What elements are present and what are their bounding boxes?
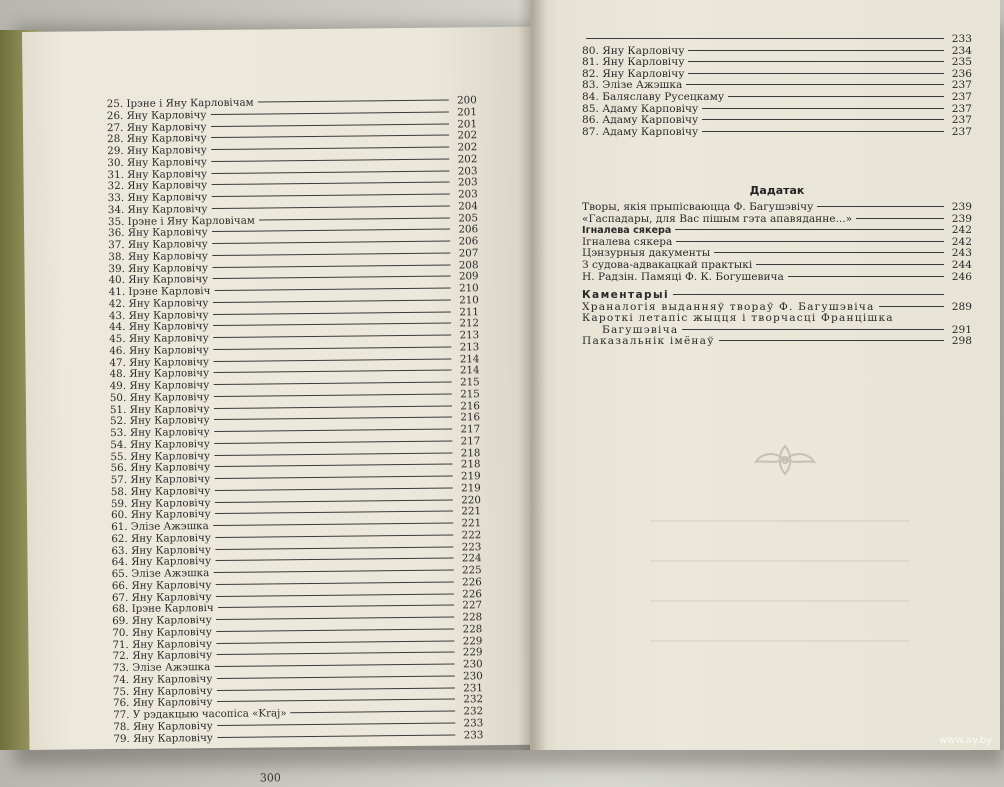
toc-leader-line: [212, 252, 450, 255]
toc-entry-page: 221: [461, 505, 482, 518]
toc-entry: [582, 336, 972, 348]
toc-entry-page: 236: [951, 67, 972, 80]
toc-entry-page: 229: [462, 634, 483, 647]
toc-entry-title: 63. Яну Карловічу: [111, 543, 212, 557]
toc-entry-page: 233: [951, 33, 972, 45]
toc-entry-title: 71. Яну Карловічу: [112, 637, 213, 651]
toc-entry-page: 211: [459, 305, 480, 318]
toc-entry-title: 41. Ірэне Карловіч: [108, 285, 211, 299]
toc-leader-line: [211, 135, 449, 138]
toc-entry-title: 38. Яну Карловічу: [108, 249, 208, 263]
toc-leader-line: [213, 335, 451, 338]
toc-entry-page: 213: [459, 329, 480, 342]
toc-leader-line: [856, 218, 944, 219]
toc-leader-line: [788, 276, 944, 277]
toc-leader-line: [682, 329, 944, 330]
toc-entry-page: 224: [461, 552, 482, 565]
toc-entry-title: Ігналева сякера: [582, 225, 672, 237]
toc-entry-page: 232: [463, 705, 484, 718]
toc-entry-page: 213: [459, 340, 480, 354]
toc-leader-line: [291, 711, 456, 714]
toc-leader-line: [213, 323, 451, 326]
toc-leader-line: [215, 581, 453, 584]
toc-leader-line: [215, 546, 453, 549]
toc-entry-page: 217: [460, 423, 481, 436]
toc-entry-title: 36. Яну Карловічу: [108, 226, 208, 240]
toc-leader-line: [214, 429, 452, 432]
toc-entry-page: 227: [462, 599, 483, 612]
toc-entry-title: 83. Элізе Ажэшка: [582, 79, 683, 92]
toc-entry: [582, 92, 972, 104]
toc-leader-line: [214, 487, 452, 490]
toc-entry-title: 62. Яну Карловічу: [111, 531, 211, 545]
toc-leader-line: [212, 299, 450, 302]
toc-entry-page: 218: [460, 446, 481, 459]
toc-leader-line: [211, 123, 449, 126]
toc-entry: [582, 34, 972, 46]
appendix-heading: Дадатак: [749, 184, 805, 197]
toc-leader-line: [213, 346, 451, 349]
toc-leader-line: [213, 523, 453, 527]
toc-entry-page: 228: [462, 622, 483, 636]
toc-entry-page: 234: [951, 44, 972, 57]
toc-entry-page: 214: [459, 352, 480, 365]
toc-leader-line: [218, 605, 454, 608]
toc-leader-line: [212, 264, 450, 267]
toc-entry: [113, 730, 483, 746]
toc-entry-title: 67. Яну Карловічу: [111, 590, 212, 604]
toc-entry: [582, 202, 972, 214]
toc-entry-page: 298: [951, 335, 972, 348]
watermark: www.ay.by: [939, 735, 992, 746]
toc-entry-title: 48. Яну Карловічу: [109, 367, 210, 381]
toc-entry-page: 232: [463, 693, 484, 706]
toc-leader-line: [817, 206, 944, 207]
toc-entry-title: 29. Яну Карловічу: [107, 144, 207, 158]
toc-entry-page: 237: [951, 125, 972, 138]
toc-entry-page: 246: [951, 270, 972, 283]
toc-entry-title: 27. Яну Карловічу: [106, 120, 207, 134]
toc-entry-page: 215: [459, 376, 480, 389]
toc-entry: [582, 115, 972, 127]
toc-entry-title: 31. Яну Карловічу: [107, 167, 208, 181]
toc-entry-title: 79. Яну Карловічу: [113, 731, 214, 745]
commentary-toc-list: [582, 290, 972, 348]
toc-leader-line: [216, 687, 454, 690]
bleed-through: [650, 560, 910, 570]
toc-leader-line: [215, 558, 453, 561]
toc-entry-title: 47. Яну Карловічу: [109, 355, 210, 369]
toc-entry: [582, 290, 972, 302]
toc-entry-title: Багушэвіча: [602, 323, 679, 336]
toc-entry-title: Кароткі летапіс жыцця і творчасці Францішка: [582, 312, 894, 325]
toc-leader-line: [211, 205, 449, 208]
toc-entry-page: 206: [458, 235, 479, 248]
toc-entry-title: 45. Яну Карловічу: [109, 332, 209, 346]
toc-entry-title: Каментарыі: [582, 289, 670, 301]
toc-leader-line: [214, 417, 452, 420]
toc-entry-title: 30. Яну Карловічу: [107, 155, 207, 169]
bleed-through: [650, 520, 910, 530]
toc-entry-title: 40. Яну Карловічу: [108, 273, 209, 287]
toc-entry-title: 82. Яну Карловічу: [582, 67, 685, 80]
toc-leader-line: [214, 476, 452, 479]
toc-entry-title: 74. Яну Карловічу: [112, 672, 213, 686]
toc-entry-page: 226: [462, 575, 482, 589]
toc-entry-page: 289: [951, 300, 972, 313]
toc-entry-page: 228: [462, 611, 483, 624]
toc-entry-title: «Гаспадары, для Вас пішым гэта апавяданне...»: [582, 212, 853, 225]
toc-entry-page: 235: [951, 56, 972, 69]
toc-entry-title: Храналогія выданняў твораў Ф. Багушэвіча: [582, 300, 875, 313]
book-gutter: [518, 0, 546, 750]
toc-entry-page: 217: [460, 434, 481, 448]
toc-entry-page: 243: [951, 247, 972, 260]
toc-entry-page: 210: [458, 282, 479, 295]
page-number: 300: [259, 771, 281, 785]
appendix-toc-list: [582, 202, 972, 283]
toc-entry-title: 46. Яну Карловічу: [109, 343, 209, 357]
toc-entry-page: 219: [461, 481, 481, 495]
toc-entry-title: 81. Яну Карловічу: [582, 56, 685, 69]
toc-entry-page: 231: [463, 681, 483, 694]
toc-entry-title: 76. Яну Карловічу: [112, 696, 213, 710]
toc-entry-page: 201: [457, 117, 478, 130]
toc-leader-line: [213, 393, 451, 396]
toc-entry: [582, 260, 972, 272]
toc-leader-line: [217, 734, 455, 737]
toc-entry-page: 204: [458, 199, 478, 213]
toc-leader-line: [216, 628, 454, 631]
toc-leader-line: [688, 61, 944, 62]
toc-entry-title: 33. Яну Карловічу: [107, 191, 208, 205]
toc-leader-line: [214, 440, 452, 443]
toc-entry-title: 42. Яну Карловічу: [108, 296, 209, 310]
toc-entry-title: 61. Элізе Ажэшка: [111, 520, 209, 534]
toc-leader-line: [214, 499, 452, 502]
toc-entry-page: 225: [461, 564, 482, 577]
toc-entry-title: 69. Яну Карловічу: [112, 614, 212, 628]
toc-leader-line: [702, 119, 944, 120]
toc-entry-page: 216: [460, 399, 481, 412]
toc-leader-line: [214, 405, 452, 408]
toc-leader-line: [214, 464, 452, 467]
toc-entry-page: 239: [951, 201, 972, 213]
toc-entry-page: 201: [457, 105, 477, 119]
toc-entry-title: 52. Яну Карловічу: [110, 414, 210, 428]
toc-leader-line: [702, 108, 944, 109]
toc-entry-page: 203: [457, 164, 478, 177]
toc-entry-title: 66. Яну Карловічу: [111, 578, 212, 592]
toc-entry-title: 49. Яну Карловічу: [109, 379, 210, 393]
toc-leader-line: [714, 252, 944, 253]
toc-entry-title: 73. Элізе Ажэшка: [112, 661, 211, 675]
toc-entry-title: 32. Яну Карловічу: [107, 179, 208, 193]
toc-entry-title: 55. Яну Карловічу: [110, 449, 211, 463]
toc-leader-line: [217, 699, 455, 702]
toc-entry-title: 75. Яну Карловічу: [112, 684, 213, 698]
toc-entry-page: 205: [458, 211, 479, 224]
toc-entry-page: 203: [457, 176, 478, 189]
toc-leader-line: [215, 534, 453, 537]
toc-entry-page: 207: [458, 246, 479, 260]
toc-entry-title: Творы, якія прыпісваюцца Ф. Багушэвічу: [582, 201, 814, 213]
toc-entry-title: 58. Яну Карловічу: [110, 484, 211, 498]
toc-entry-page: 230: [463, 669, 483, 683]
toc-entry-page: 209: [458, 270, 479, 283]
toc-entry-page: 202: [457, 129, 478, 142]
toc-entry-title: 50. Яну Карловічу: [109, 390, 210, 404]
toc-entry-title: Паказальнік імёнаў: [582, 335, 715, 348]
toc-entry-title: 68. Ірэне Карловіч: [111, 602, 214, 616]
toc-entry-title: 72. Яну Карловічу: [112, 649, 213, 663]
toc-entry-page: 203: [458, 188, 478, 201]
toc-leader-line: [756, 264, 944, 265]
toc-leader-line: [215, 511, 453, 514]
toc-entry-title: З судова-адвакацкай практыкі: [582, 258, 753, 271]
toc-leader-line: [213, 370, 451, 373]
right-toc-list: [582, 34, 972, 138]
toc-entry-title: 77. У рэдакцыю часопіса «Kraj»: [113, 707, 287, 722]
toc-leader-line: [702, 131, 944, 132]
toc-leader-line: [216, 652, 454, 655]
toc-leader-line: [217, 722, 455, 725]
toc-entry-title: 39. Яну Карловічу: [108, 261, 209, 275]
toc-entry-page: 222: [461, 528, 482, 542]
toc-entry-page: 239: [951, 212, 972, 225]
toc-leader-line: [210, 111, 448, 114]
toc-entry-title: 37. Яну Карловічу: [108, 238, 208, 252]
toc-entry-page: 237: [951, 114, 972, 127]
toc-leader-line: [259, 217, 450, 220]
toc-leader-line: [676, 241, 944, 242]
toc-entry-title: 54. Яну Карловічу: [110, 437, 210, 451]
toc-leader-line: [211, 182, 449, 185]
toc-entry-page: 223: [461, 540, 482, 553]
toc-leader-line: [216, 640, 454, 643]
toc-entry-page: 220: [461, 493, 481, 506]
toc-leader-line: [673, 294, 944, 295]
toc-entry-title: Ігналева сякера: [582, 235, 673, 248]
toc-entry-title: 51. Яну Карловічу: [109, 402, 210, 416]
toc-entry-page: 233: [463, 716, 484, 730]
toc-leader-line: [212, 229, 450, 232]
right-page: [530, 0, 1000, 750]
toc-entry-title: 53. Яну Карловічу: [110, 426, 210, 440]
toc-leader-line: [213, 311, 451, 314]
toc-entry-page: 206: [458, 223, 479, 236]
toc-leader-line: [675, 229, 944, 230]
toc-leader-line: [216, 617, 454, 620]
toc-entry-title: 25. Ірэне і Яну Карловічам: [106, 96, 254, 111]
toc-entry: [582, 214, 972, 226]
left-page: [22, 27, 539, 785]
toc-entry-title: 34. Яну Карловічу: [107, 202, 208, 216]
toc-leader-line: [212, 241, 450, 244]
toc-entry-page: 214: [459, 364, 480, 377]
toc-entry-title: 65. Элізе Ажэшка: [111, 567, 210, 581]
toc-entry-page: 237: [951, 102, 972, 115]
toc-entry-page: 218: [460, 458, 481, 471]
toc-leader-line: [211, 194, 449, 197]
toc-entry-title: 43. Яну Карловічу: [108, 308, 209, 322]
toc-entry-page: 210: [459, 293, 479, 307]
bleed-through: [650, 640, 910, 650]
toc-entry-page: 237: [951, 90, 972, 103]
toc-leader-line: [212, 276, 450, 279]
toc-leader-line: [728, 96, 944, 97]
toc-entry-page: 216: [460, 411, 481, 424]
toc-entry-title: 70. Яну Карловічу: [112, 625, 212, 639]
ornament-icon: [750, 440, 820, 480]
toc-leader-line: [211, 158, 449, 161]
left-toc-list: [107, 95, 484, 745]
toc-entry-title: 87. Адаму Карповічу: [582, 125, 699, 138]
toc-entry-title: 85. Адаму Карповічу: [582, 102, 699, 115]
toc-entry-title: Цэнзурныя дакументы: [582, 247, 711, 260]
toc-leader-line: [688, 73, 944, 74]
toc-entry-title: 60. Яну Карловічу: [111, 508, 211, 522]
toc-entry-page: 215: [460, 387, 480, 401]
toc-entry-page: 221: [461, 517, 482, 530]
toc-entry-page: 230: [462, 658, 483, 671]
toc-entry-title: 57. Яну Карловічу: [110, 473, 211, 487]
toc-entry-page: 229: [462, 646, 483, 659]
toc-entry-page: 200: [457, 94, 477, 107]
toc-leader-line: [879, 306, 944, 307]
toc-entry-page: 244: [951, 258, 972, 271]
toc-entry-title: 78. Яну Карловічу: [113, 719, 213, 733]
toc-entry: [582, 272, 972, 284]
toc-entry-title: 80. Яну Карловічу: [582, 44, 685, 57]
toc-entry-title: 84. Баляславу Русецкаму: [582, 90, 725, 103]
toc-leader-line: [214, 452, 452, 455]
toc-entry-page: 219: [460, 470, 481, 483]
toc-entry-title: 64. Яну Карловічу: [111, 555, 212, 569]
toc-leader-line: [213, 382, 451, 385]
toc-entry-page: 202: [457, 141, 478, 154]
toc-leader-line: [586, 38, 944, 39]
toc-leader-line: [211, 147, 449, 150]
toc-entry-title: 28. Яну Карловічу: [107, 132, 207, 146]
toc-leader-line: [258, 100, 449, 103]
toc-entry-title: 86. Адаму Карповічу: [582, 114, 699, 127]
toc-leader-line: [214, 664, 454, 668]
toc-leader-line: [213, 570, 453, 574]
toc-entry-page: 208: [458, 258, 479, 271]
toc-entry-title: 56. Яну Карловічу: [110, 461, 211, 475]
toc-entry-page: 237: [951, 79, 972, 92]
toc-entry-page: 226: [462, 587, 482, 600]
toc-entry-title: Н. Радзін. Памяці Ф. К. Богушевича: [582, 270, 784, 283]
toc-entry-page: 291: [951, 323, 972, 336]
toc-leader-line: [686, 84, 944, 85]
toc-entry-page: 242: [951, 224, 972, 237]
toc-entry-title: 44. Яну Карловічу: [109, 320, 209, 334]
toc-entry-title: 26. Яну Карловічу: [106, 108, 207, 122]
toc-entry-page: 233: [463, 728, 484, 741]
toc-leader-line: [214, 288, 450, 291]
toc-leader-line: [215, 593, 453, 596]
toc-entry-page: 202: [457, 152, 478, 166]
toc-leader-line: [216, 675, 454, 678]
toc-leader-line: [213, 358, 451, 361]
toc-entry-page: 212: [459, 317, 480, 330]
toc-leader-line: [719, 340, 944, 341]
toc-leader-line: [211, 170, 449, 173]
toc-entry-title: 59. Яну Карловічу: [110, 496, 211, 510]
bleed-through: [650, 600, 910, 610]
toc-entry-title: 35. Ірэне і Яну Карловічам: [107, 214, 255, 228]
toc-leader-line: [688, 50, 944, 51]
toc-entry: [582, 127, 972, 139]
toc-entry-page: 242: [951, 235, 972, 248]
